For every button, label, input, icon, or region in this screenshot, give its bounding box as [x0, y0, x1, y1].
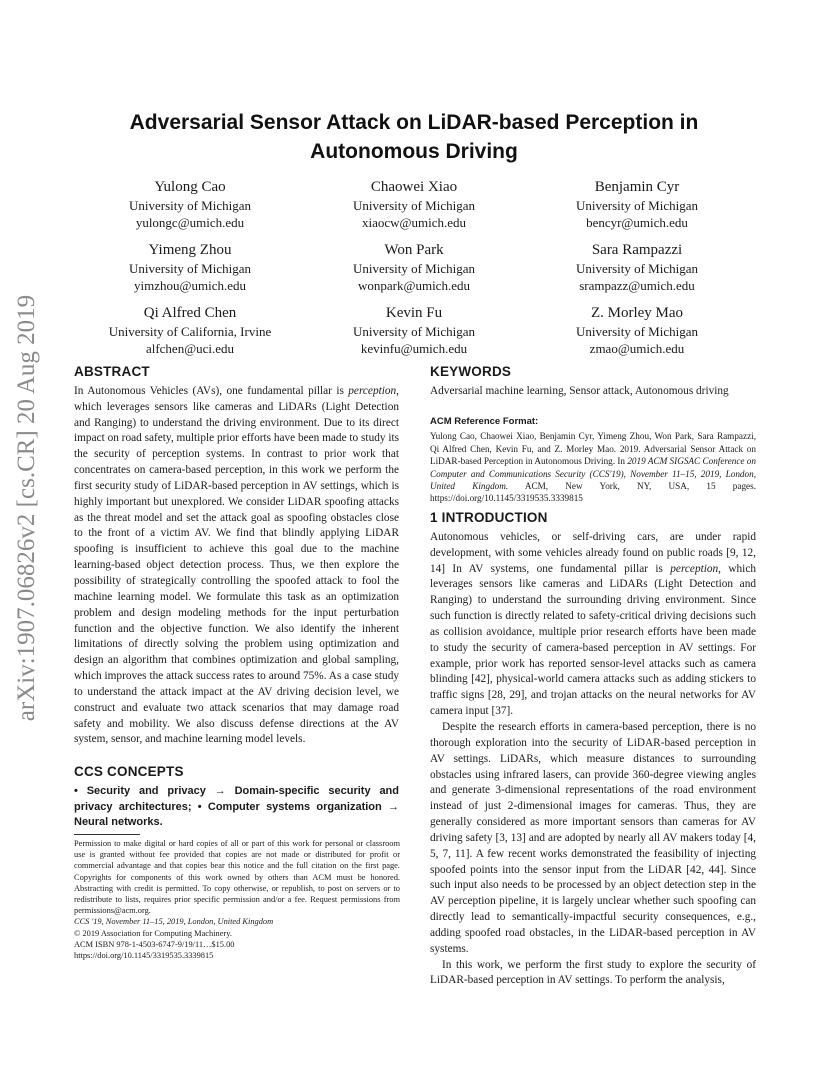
abstract-emphasis: perception	[348, 384, 397, 397]
author-name: Qi Alfred Chen	[143, 305, 237, 321]
author-block	[304, 178, 524, 231]
intro-p1-emphasis: perception	[670, 562, 719, 575]
introduction-section	[430, 510, 756, 989]
author-email: xiaocw@umich.edu	[361, 214, 467, 230]
author-block	[304, 304, 524, 357]
author-affiliation: University of Michigan	[352, 261, 476, 276]
author-affiliation: University of Michigan	[352, 198, 476, 213]
intro-p1-start: Autonomous vehicles, or self-driving cars, are under rapid development, with some vehicles already found on public roads [9, 12, 14] In AV systems, one fundamental pillar is	[430, 530, 756, 575]
author-name: Yimeng Zhou	[148, 242, 232, 258]
acm-reference-venue: 2019 ACM SIGSAC Conference on Computer and Communications Security (CCS'19), November 11–15, 2019, London, United Kingdom.	[430, 456, 756, 492]
isbn-line: ACM ISBN 978-1-4503-6747-9/19/11…$15.00	[74, 939, 235, 949]
author-block	[527, 178, 747, 231]
permission-text: Permission to make digital or hard copies of all or part of this work for personal or classroom use is granted without fee provided that copies are not made or distributed for profit or commercial advantage and that copies bear this notice and the full citation on the first page. Copyrights for components of this work owned by others than ACM must be honored. Abstracting with credit is permitted. To copy otherwise, or republish, to post on servers or to redistribute to lists, requires prior specific permission and/or a fee. Request permissions from permissions@acm.org.	[74, 839, 400, 916]
author-email: kevinfu@umich.edu	[360, 340, 468, 356]
author-email: zmao@umich.edu	[589, 340, 685, 356]
title-line-1: Adversarial Sensor Attack on LiDAR-based Perception in	[129, 111, 699, 134]
ccs-heading: CCS CONCEPTS	[74, 764, 184, 780]
author-email: yulongc@umich.edu	[135, 214, 245, 230]
author-name: Chaowei Xiao	[370, 179, 458, 195]
author-name: Z. Morley Mao	[590, 305, 684, 321]
acm-reference-heading: ACM Reference Format:	[430, 416, 539, 427]
title-line-2: Autonomous Driving	[310, 140, 518, 163]
keywords-heading: KEYWORDS	[430, 364, 512, 379]
author-affiliation: University of Michigan	[352, 324, 476, 339]
author-affiliation: University of California, Irvine	[108, 324, 272, 339]
abstract-heading: ABSTRACT	[74, 364, 150, 379]
author-email: alfchen@uci.edu	[145, 340, 235, 356]
author-affiliation: University of Michigan	[575, 324, 699, 339]
intro-p1-rest: , which leverages sensors like cameras and LiDARs (Light Detection and Ranging) to understand the surrounding driving environment. Since such function is directly related to safety-critical driving decisions such as collision avoidance, multiple prior research efforts have been made to study the security of camera-based perception in AV settings. For example, prior work has reported sensor-level attacks such as camera blinding [42], physical-world camera attacks such as adding stickers to traffic signs [28, 29], and trojan attacks on the neural networks for AV camera input [37].	[430, 562, 756, 718]
arxiv-identifier-graphic	[10, 258, 40, 758]
acm-reference	[430, 416, 756, 505]
author-block	[527, 241, 747, 294]
conference-line	[74, 916, 400, 927]
author-email: yimzhou@umich.edu	[134, 277, 246, 293]
acm-reference-text	[430, 430, 756, 504]
author-affiliation: University of Michigan	[575, 261, 699, 276]
intro-paragraph-1	[430, 530, 756, 720]
author-block	[80, 241, 300, 294]
author-name: Won Park	[384, 242, 444, 258]
abstract-text-start: In Autonomous Vehicles (AVs), one fundamental pillar is	[74, 384, 349, 397]
author-name: Benjamin Cyr	[594, 179, 680, 195]
copyright-line: © 2019 Association for Computing Machinery.	[74, 928, 232, 938]
author-name: Kevin Fu	[385, 305, 443, 321]
author-block	[527, 304, 747, 357]
author-affiliation: University of Michigan	[128, 261, 252, 276]
author-block	[80, 178, 300, 231]
acm-reference-start: Yulong Cao, Chaowei Xiao, Benjamin Cyr, Yimeng Zhou, Won Park, Sara Rampazzi, Qi Alfred Chen, Kevin Fu, and Z. Morley Mao. 2019. Adversarial Sensor Attack on LiDAR-based Perception in Autonomous Driving. In	[430, 431, 756, 467]
introduction-heading: 1 INTRODUCTION	[430, 510, 548, 525]
right-column-top	[430, 364, 756, 400]
ccs-concepts: • Security and privacy → Domain-specific security and privacy architectures; • Computer systems organization → Neural networks.	[74, 785, 399, 829]
intro-paragraph-2: Despite the research efforts in camera-based perception, there is no thorough exploration into the security of LiDAR-based perception in AV settings. LiDARs, which measure distances to surrounding obstacles using infrared lasers, can provide 360-degree viewing angles and generate 3-dimensional representations of the road environment instead of just 2-dimensional images for cameras. Thus, they are generally considered as more important sensors than cameras for AV driving safety [3, 13] and are adopted by nearly all AV makers today [4, 5, 7, 11]. A few recent works demonstrated the feasibility of injecting spoofed points into the sensor input from the LiDAR [42, 44]. Since such input also needs to be processed by an object detection step in the AV perception pipeline, it is largely unclear whether such spoofing can directly lead to semantically-impactful security consequences, e.g., adding spoofed road obstacles, in the LiDAR-based perception in AV systems.	[430, 720, 756, 955]
author-email: wonpark@umich.edu	[358, 277, 470, 293]
abstract-text-rest: , which leverages sensors like cameras and LiDARs (Light Detection and Ranging) to understand the driving environment. Due to its direct impact on road safety, multiple prior efforts have been made to study its the security of perception systems. In contrast to prior work that concentrates on camera-based perception, in this work we perform the first security study of LiDAR-based perception in AV settings, which is highly important but unexplored. We consider LiDAR spoofing attacks as the threat model and set the attack goal as spoofing obstacles close to the front of a victim AV. We find that blindly applying LiDAR spoofing is insufficient to achieve this goal due to the machine learning-based object detection process. Thus, we then explore the possibility of strategically controlling the spoofed attack to fool the machine learning model. We formulate this task as an optimization problem and design modeling methods for the input perturbation function and the objective function. We also identify the inherent limitations of directly solving the problem using optimization and design an algorithm that combines optimization and global sampling, which improves the attack success rates to around 75%. As a case study to understand the attack impact at the AV driving decision level, we construct and evaluate two attack scenarios that may damage road safety and mobility. We also discuss defense directions at the AV system, sensor, and machine learning model levels.	[74, 384, 400, 746]
author-affiliation: University of Michigan	[575, 198, 699, 213]
author-name: Sara Rampazzi	[591, 242, 683, 258]
permission-notice	[74, 838, 400, 961]
author-block	[80, 304, 300, 357]
conference-text: CCS '19, November 11–15, 2019, London, United Kingdom	[74, 917, 274, 927]
author-affiliation: University of Michigan	[128, 198, 252, 213]
arxiv-identifier-text: arXiv:1907.06826v2 [cs.CR] 20 Aug 2019	[13, 294, 40, 722]
left-column	[74, 364, 399, 831]
footnote-rule	[74, 834, 140, 835]
author-block	[304, 241, 524, 294]
keywords-text: Adversarial machine learning, Sensor attack, Autonomous driving	[430, 384, 729, 397]
author-name: Yulong Cao	[154, 179, 226, 195]
paper-title	[80, 108, 748, 166]
author-email: srampazz@umich.edu	[579, 277, 695, 293]
doi-line: https://doi.org/10.1145/3319535.3339815	[74, 951, 214, 961]
author-email: bencyr@umich.edu	[586, 214, 688, 230]
intro-paragraph-3: In this work, we perform the first study to explore the security of LiDAR-based perception in AV settings. To perform the analysis,	[430, 958, 756, 987]
abstract-text	[74, 384, 399, 748]
acm-reference-rest: ACM, New York, NY, USA, 15 pages. https://doi.org/10.1145/3319535.3339815	[430, 481, 756, 504]
arxiv-identifier	[10, 258, 40, 758]
